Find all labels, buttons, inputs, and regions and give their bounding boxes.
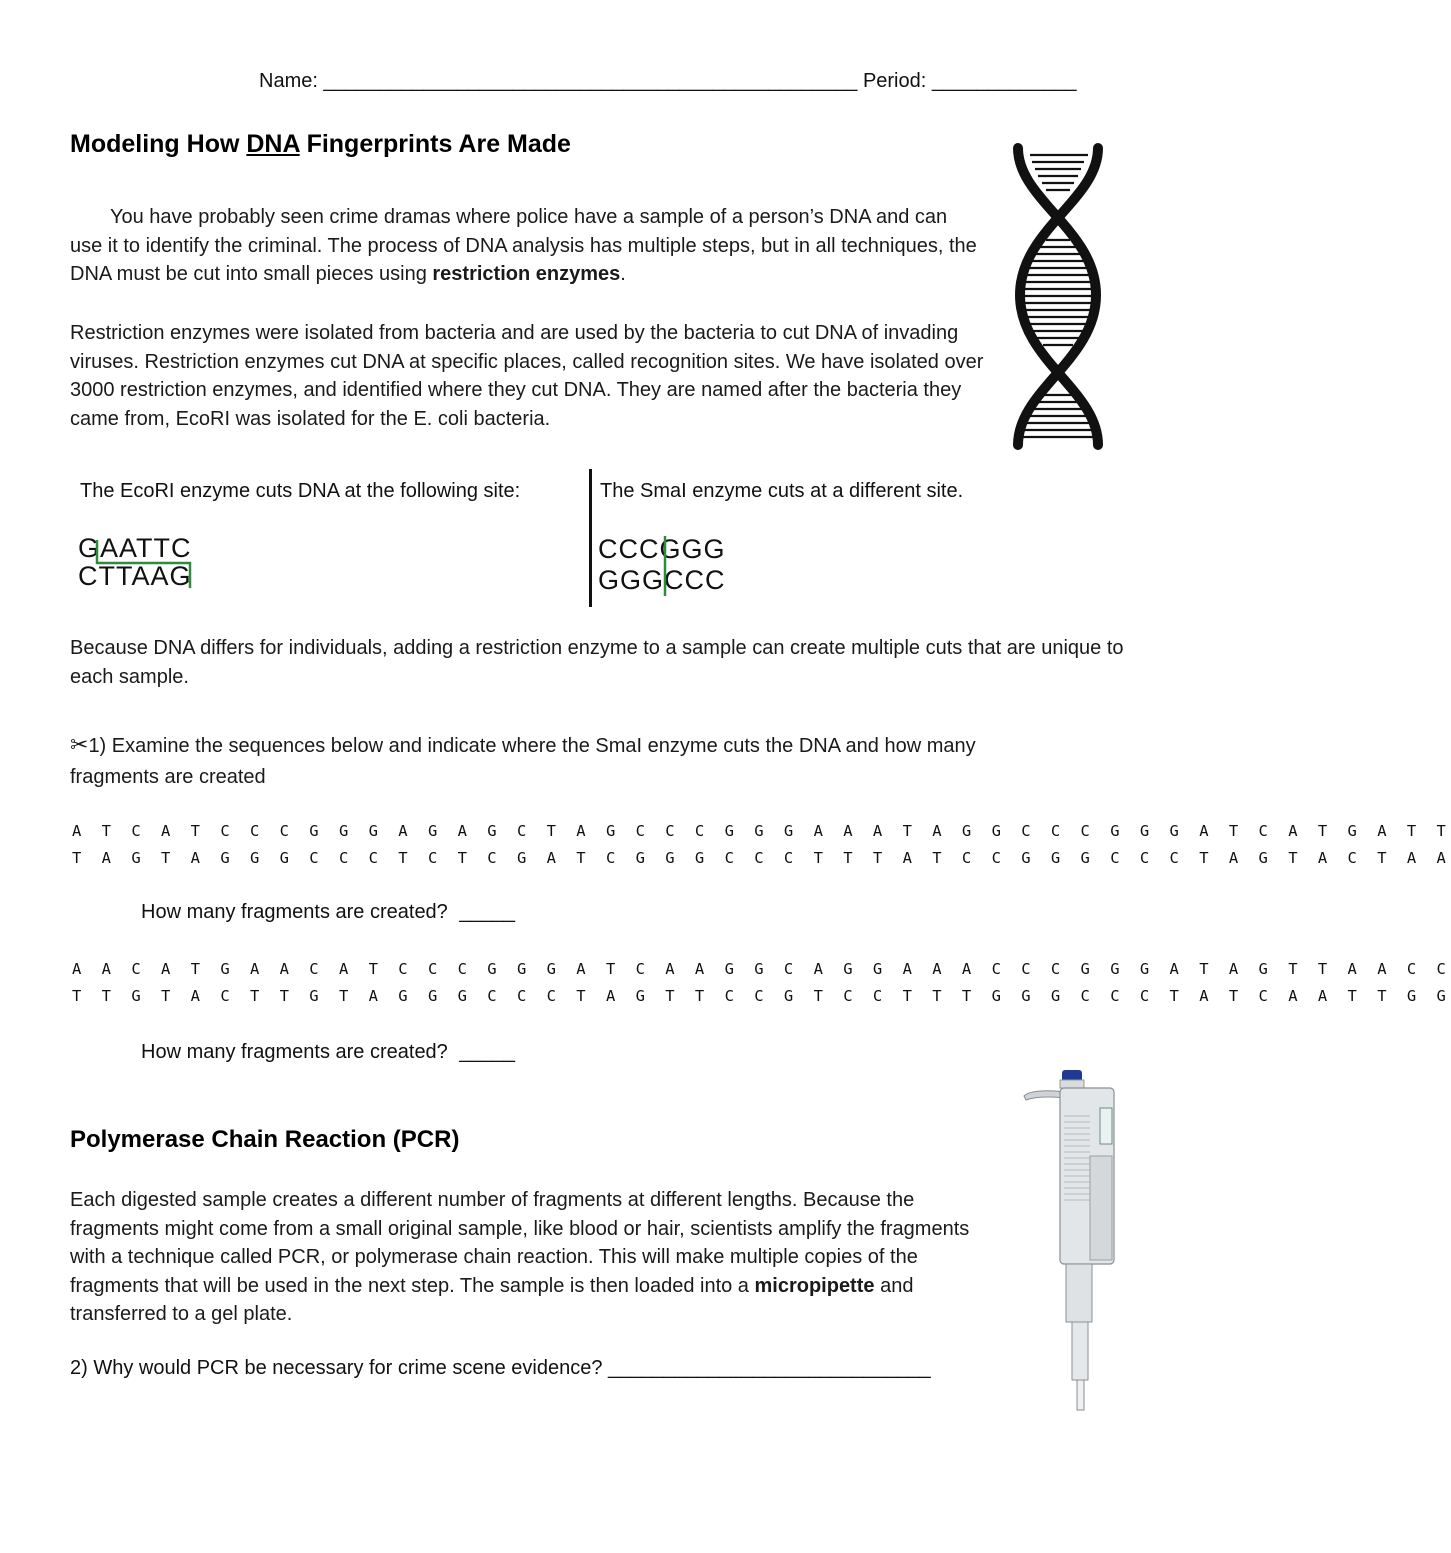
question-2: [70, 1357, 931, 1380]
question-1: [70, 729, 1070, 793]
column-divider: [589, 469, 592, 607]
pcr-text: Each digested sample creates a different number of fragments at different lengths. Because the fragments might come from a small original sample, like blood or hair, scientists amplify the fragments with a technique called PCR, or polymerase chain reaction. This will make multiple copies of the fragments that will be used in the next step. The sample is then loaded into a: [70, 1189, 970, 1297]
question-2-answer-blank: _____________________________: [608, 1357, 931, 1379]
name-blank: ________________________________________________: [323, 70, 858, 92]
title-dna: DNA: [246, 130, 300, 158]
period-blank: _____________: [931, 70, 1077, 92]
title-part-3: Fingerprints Are Made: [299, 130, 571, 158]
ecori-label: The EcoRI enzyme cuts DNA at the following site:: [80, 480, 521, 502]
restriction-paragraph: Restriction enzymes were isolated from bacteria and are used by the bacteria to cut DNA of invading viruses. Restriction enzymes cut DNA at specific places, called recognition sites. We have isolated over 3000 restriction enzymes, and identified where they cut DNA. They are named after the bacteria they came from, EcoRI was isolated for the E. coli bacteria.: [70, 322, 984, 430]
pcr-paragraph: [70, 1186, 995, 1329]
micropipette-icon: [1020, 1066, 1120, 1414]
smai-cut-line: [660, 534, 670, 598]
question-2-text: 2) Why would PCR be necessary for crime scene evidence?: [70, 1357, 603, 1379]
scissors-icon: ✂: [70, 732, 89, 757]
fragments-question-2: [141, 1041, 515, 1064]
micropipette-term: micropipette: [754, 1274, 875, 1297]
fragments-question-1: [141, 901, 515, 924]
intro-paragraph: [70, 203, 980, 289]
fragments-question-2-text: How many fragments are created?: [141, 1041, 448, 1063]
intro-period: .: [620, 263, 626, 285]
sequence-1-bottom: T A G T A G G G C C C T C T C G A T C G G G C C C T T T A T C C G G G C C C T A G T A C T A A: [72, 849, 1451, 867]
sequence-2-bottom: T T G T A C T T G T A G G G C C C T A G T T C C G T C C T T T G G G C C C T A T C A A T T G G: [72, 987, 1451, 1005]
fragments-question-1-text: How many fragments are created?: [141, 901, 448, 923]
ecori-site-top: GAATTC: [78, 533, 192, 563]
dna-double-helix-icon: [1008, 140, 1108, 452]
smai-site-bottom: GGGCCC: [598, 565, 726, 595]
header-name-period: [259, 70, 1076, 93]
question-1-text: 1) Examine the sequences below and indicate where the SmaI enzyme cuts the DNA and how many fragments are created: [70, 735, 976, 788]
sequence-1-top: A T C A T C C C G G G A G A G C T A G C C C G G G A A A T A G G C C C G G G A T C A T G A T T: [72, 822, 1451, 840]
ecori-site-bottom: CTTAAG: [78, 561, 192, 591]
intro-text: You have probably seen crime dramas where police have a sample of a person’s DNA and can use it to identify the criminal. The process of DNA analysis has multiple steps, but in all techniques, the DNA must be cut into small pieces using: [70, 206, 977, 285]
title-part-1: Modeling How: [70, 130, 247, 158]
smai-label: The SmaI enzyme cuts at a different site.: [600, 480, 964, 502]
because-paragraph: Because DNA differs for individuals, adding a restriction enzyme to a sample can create multiple cuts that are unique to each sample.: [70, 637, 1124, 688]
fragments-answer-1-blank: _____: [459, 901, 515, 923]
pcr-heading: Polymerase Chain Reaction (PCR): [70, 1126, 460, 1153]
fragments-answer-2-blank: _____: [459, 1041, 515, 1063]
smai-site-top: CCCGGG: [598, 534, 726, 564]
restriction-enzymes-term: restriction enzymes: [432, 263, 621, 285]
period-label: Period:: [862, 70, 927, 92]
name-label: Name:: [259, 70, 318, 92]
pcr-text-end: and transferred to a gel plate.: [70, 1274, 914, 1325]
ecori-cut-line: [90, 538, 210, 590]
page-title: [70, 130, 571, 159]
sequence-2-top: A A C A T G A A C A T C C C G G G A T C A A G G C A G G A A A C C C G G G A T A G T T A A C C: [72, 960, 1451, 978]
